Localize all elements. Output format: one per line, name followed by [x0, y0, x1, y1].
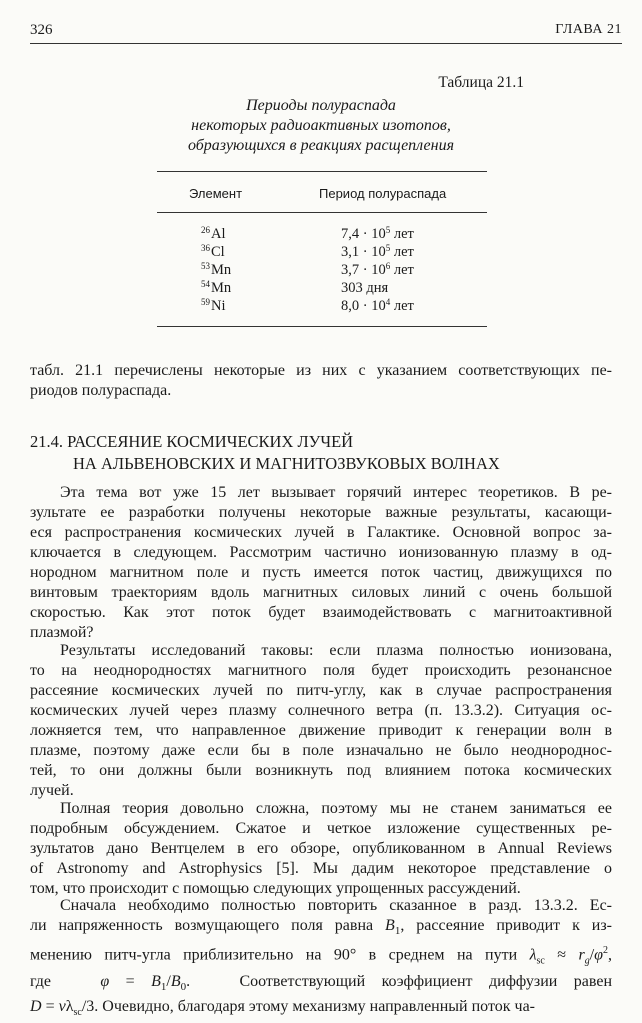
- half-life-cell: $3,1 \cdot 10^5$ лет: [341, 243, 414, 260]
- text-line: плазмой?: [30, 624, 94, 641]
- text-line: космических лучей через плазму солнечного ветра (п. 13.3.2). Ситуация ос-: [30, 702, 612, 719]
- chapter-title: ГЛАВА 21: [555, 22, 622, 37]
- paragraph-3: [30, 799, 612, 899]
- half-life-cell: $7,4 \cdot 10^5$ лет: [341, 225, 414, 242]
- half-life-cell: $8,0 \cdot 10^4$ лет: [341, 297, 414, 314]
- text-line: зультате ее разработки получены некоторые важные результаты, касающи-: [30, 504, 612, 521]
- paragraph-2: [30, 641, 612, 801]
- table-body: [157, 213, 487, 315]
- table-header: [157, 172, 487, 212]
- text-line: лучей.: [30, 782, 74, 799]
- text-line: of Astronomy and Astrophysics [5]. Мы дадим некоторое представление о: [30, 860, 612, 877]
- text-line: риодов полураспада.: [30, 382, 172, 399]
- header-rule: [30, 43, 622, 44]
- table-row: [157, 225, 487, 243]
- text-line: Сначала необходимо полностью повторить сказанное в разд. 13.3.2. Ес-: [60, 897, 612, 914]
- half-life-table: [157, 171, 487, 315]
- text-line: ключается в следующем. Рассмотрим частично ионизованную плазму в од-: [30, 544, 612, 561]
- section-heading-line: 21.4. РАССЕЯНИЕ КОСМИЧЕСКИХ ЛУЧЕЙ: [30, 432, 354, 451]
- table-row: [157, 243, 487, 261]
- text-line: где $\varphi = B_1/B_0$. Соответствующий коэффициент диффузии равен: [30, 972, 613, 993]
- text-line: ли напряженность возмущающего поля равна $B_1$, рассеяние приводит к из-: [30, 917, 612, 938]
- column-header-period: Период полураспада: [319, 186, 447, 201]
- text-line: плазме, поэтому даже если бы в поле изначально не было неоднороднос-: [30, 742, 612, 759]
- text-line: тей, то они должны были возникнуть под влиянием потока космических: [30, 762, 612, 779]
- text-line: зультатов дано Вентцелем в его обзоре, опубликованном в Annual Reviews: [30, 840, 612, 857]
- table-caption-line: некоторых радиоактивных изотопов,: [191, 117, 451, 134]
- text-line: Результаты исследований таковы: если плазма полностью ионизована,: [60, 642, 612, 659]
- half-life-cell: 303 дня: [341, 280, 389, 296]
- isotope-cell: $^{53}$Mn: [201, 261, 232, 278]
- isotope-cell: $^{36}$Cl: [201, 243, 225, 260]
- text-line: рассеяние космических лучей по питч-углу, как в случае распространения: [30, 682, 612, 699]
- section-heading: [30, 431, 500, 475]
- text-line: ложняется тем, что направленное движение приводит к генерации волн в: [30, 722, 612, 739]
- text-line: табл. 21.1 перечислены некоторые из них с указанием соответствующих пе-: [30, 362, 612, 379]
- table-caption-line: Периоды полураспада: [246, 97, 396, 114]
- paragraph-table-intro: [30, 361, 612, 401]
- table-bottom-rule: [157, 326, 487, 327]
- isotope-cell: $^{54}$Mn: [201, 279, 232, 296]
- text-line: Эта тема вот уже 15 лет вызывает горячий интерес теоретиков. В ре-: [60, 484, 612, 501]
- table-label: Таблица 21.1: [438, 74, 524, 91]
- isotope-cell: $^{59}$Ni: [201, 297, 226, 314]
- table-row: [157, 261, 487, 279]
- text-line: подробным обсуждением. Сжатое и четкое изложение существенных ре-: [30, 820, 612, 837]
- table-caption-line: образующихся в реакциях расщепления: [187, 137, 455, 154]
- column-header-element: Элемент: [189, 186, 243, 201]
- page-number: 326: [30, 22, 53, 38]
- half-life-cell: $3,7 \cdot 10^6$ лет: [341, 261, 414, 278]
- page-header: [30, 22, 622, 42]
- paragraph-1: [30, 483, 612, 643]
- table-caption: [0, 96, 642, 156]
- text-line: нородном магнитном поле и пусть имеется поток частиц, движущихся по: [30, 564, 612, 581]
- text-line: еся распространения космических лучей в Галактике. Основной вопрос за-: [30, 524, 612, 541]
- section-heading-line: НА АЛЬВЕНОВСКИХ И МАГНИТОЗВУКОВЫХ ВОЛНАХ: [73, 454, 500, 473]
- text-line: менению питч-угла приблизительно на 90° в среднем на пути $\lambda_{sc} \approx r_g/\varphi^2$,: [30, 945, 612, 967]
- table-row: [157, 279, 487, 297]
- text-line: Полная теория довольно сложна, поэтому мы не станем заниматься ее: [60, 800, 612, 817]
- text-line: винтовым траекториям вдоль магнитных силовых линий с очень большой: [30, 584, 612, 601]
- text-line: том, что происходит с помощью следующих упрощенных рассуждений.: [30, 880, 521, 897]
- text-line: то на неоднородностях магнитного поля будет происходить резонансное: [30, 662, 612, 679]
- isotope-cell: $^{26}$Al: [201, 225, 226, 242]
- text-line: $D = v\lambda_{sc}/3$. Очевидно, благодаря этому механизму направленный поток ча-: [30, 997, 535, 1019]
- table-row: [157, 297, 487, 315]
- text-line: скоростью. Как этот поток будет взаимодействовать с магнитоактивной: [30, 604, 612, 621]
- paragraph-4: [30, 896, 612, 1023]
